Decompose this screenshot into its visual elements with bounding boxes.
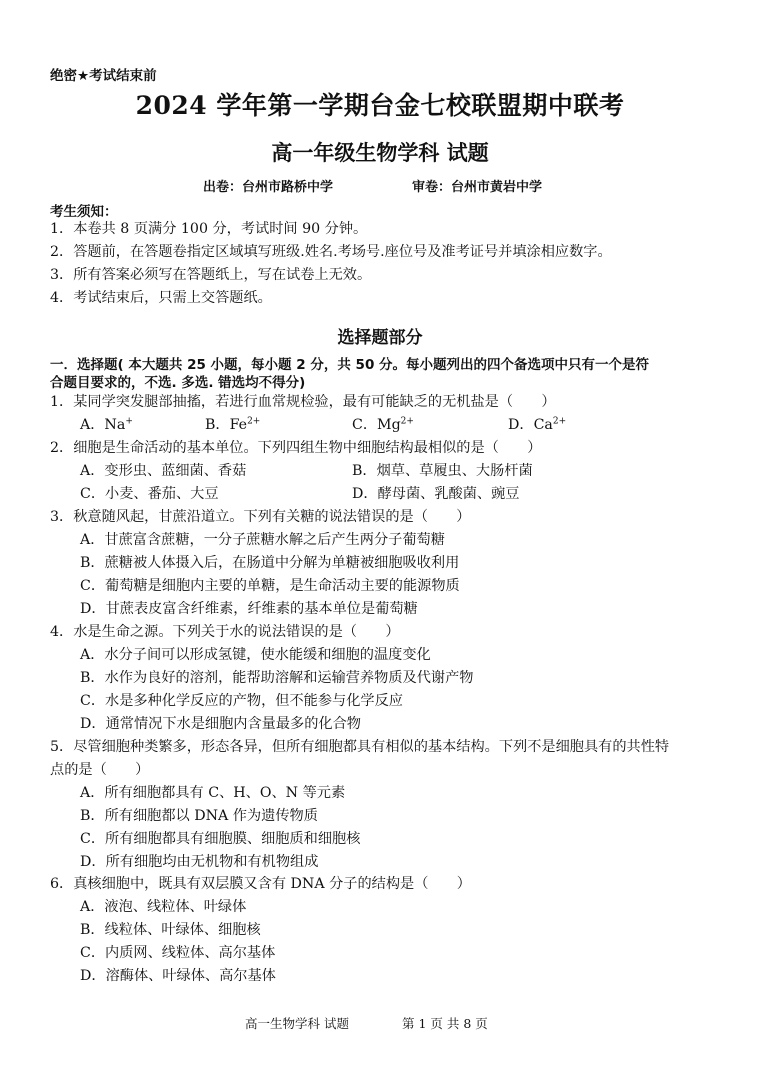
footer-subject: 高一生物学科 试题 (245, 1016, 349, 1031)
question-1-option-a: A．Na+ (80, 416, 133, 433)
question-2-option-a: A．变形虫、蓝细菌、香菇 (80, 463, 247, 479)
question-6-option-d: D．溶酶体、叶绿体、高尔基体 (80, 968, 276, 984)
question-5-option-a: A．所有细胞都具有 C、H、O、N 等元素 (80, 785, 346, 801)
note-item: 4．考试结束后，只需上交答题纸。 (50, 290, 272, 306)
reviewer-label: 审卷：台州市黄岩中学 (412, 180, 543, 195)
question-1-option-b: B．$Fe^{2+}$ (205, 416, 261, 433)
question-4-stem: 4．水是生命之源。下列关于水的说法错误的是（ ） (50, 624, 400, 640)
question-1-stem: 1．某同学突发腿部抽搐，若进行血常规检验，最有可能缺乏的无机盐是（ ） (50, 394, 556, 410)
section-title: 选择题部分 (337, 328, 423, 348)
notes-heading: 考生须知： (50, 204, 118, 220)
question-5-stem-line-2: 点的是（ ） (50, 762, 150, 778)
question-2-stem: 2．细胞是生命活动的基本单位。下列四组生物中细胞结构最相似的是（ ） (50, 440, 542, 456)
question-4-option-a: A．水分子间可以形成氢键，使水能缓和细胞的温度变化 (80, 647, 431, 663)
exam-subtitle: 高一年级生物学科 试题 (271, 140, 489, 165)
question-3-option-b: B．蔗糖被人体摄入后，在肠道中分解为单糖被细胞吸收利用 (80, 555, 460, 571)
question-6-stem: 6．真核细胞中，既具有双层膜又含有 DNA 分子的结构是（ ） (50, 876, 471, 892)
instruction-line-2: 合题目要求的，不选. 多选. 错选均不得分) (50, 375, 306, 391)
confidential-label: 绝密★考试结束前 (50, 68, 157, 84)
question-6-option-a: A．液泡、线粒体、叶绿体 (80, 899, 247, 915)
question-4-option-c: C．水是多种化学反应的产物，但不能参与化学反应 (80, 693, 403, 709)
question-5-option-d: D．所有细胞均由无机物和有机物组成 (80, 854, 319, 870)
question-6-option-c: C．内质网、线粒体、高尔基体 (80, 945, 276, 961)
question-3-option-d: D．甘蔗表皮富含纤维素，纤维素的基本单位是葡萄糖 (80, 601, 418, 617)
instruction-line-1: 一．选择题( 本大题共 25 小题，每小题 2 分，共 50 分。每小题列出的四个备选项中只有一个是符 (50, 357, 650, 373)
question-1-option-c: C．$Mg^{2+}$ (352, 416, 414, 433)
question-2-option-b: B．烟草、草履虫、大肠杆菌 (352, 463, 533, 479)
question-6-option-b: B．线粒体、叶绿体、细胞核 (80, 922, 261, 938)
question-5-stem-line-1: 5．尽管细胞种类繁多，形态各异，但所有细胞都具有相似的基本结构。下列不是细胞具有的共性特 (50, 739, 670, 755)
question-1-option-d: D．$Ca^{2+}$ (508, 416, 567, 433)
question-5-option-c: C．所有细胞都具有细胞膜、细胞质和细胞核 (80, 831, 361, 847)
question-4-option-d: D．通常情况下水是细胞内含量最多的化合物 (80, 716, 361, 732)
question-5-option-b: B．所有细胞都以 DNA 作为遗传物质 (80, 808, 318, 824)
question-3-option-c: C．葡萄糖是细胞内主要的单糖，是生命活动主要的能源物质 (80, 578, 460, 594)
question-2-option-c: C．小麦、番茄、大豆 (80, 486, 219, 502)
question-2-option-d: D．酵母菌、乳酸菌、豌豆 (352, 486, 520, 502)
question-3-stem: 3．秋意随风起，甘蔗沿道立。下列有关糖的说法错误的是（ ） (50, 509, 471, 525)
note-item: 1．本卷共 8 页满分 100 分，考试时间 90 分钟。 (50, 221, 368, 237)
exam-title: 2024 学年第一学期台金七校联盟期中联考 (135, 91, 625, 120)
question-4-option-b: B．水作为良好的溶剂，能帮助溶解和运输营养物质及代谢产物 (80, 670, 474, 686)
question-3-option-a: A．甘蔗富含蔗糖，一分子蔗糖水解之后产生两分子葡萄糖 (80, 532, 445, 548)
note-item: 2．答题前，在答题卷指定区域填写班级.姓名.考场号.座位号及准考证号并填涂相应数字。 (50, 244, 612, 260)
setter-label: 出卷：台州市路桥中学 (203, 180, 334, 195)
footer-page-number: 第 1 页 共 8 页 (402, 1016, 488, 1031)
note-item: 3．所有答案必须写在答题纸上，写在试卷上无效。 (50, 267, 372, 283)
